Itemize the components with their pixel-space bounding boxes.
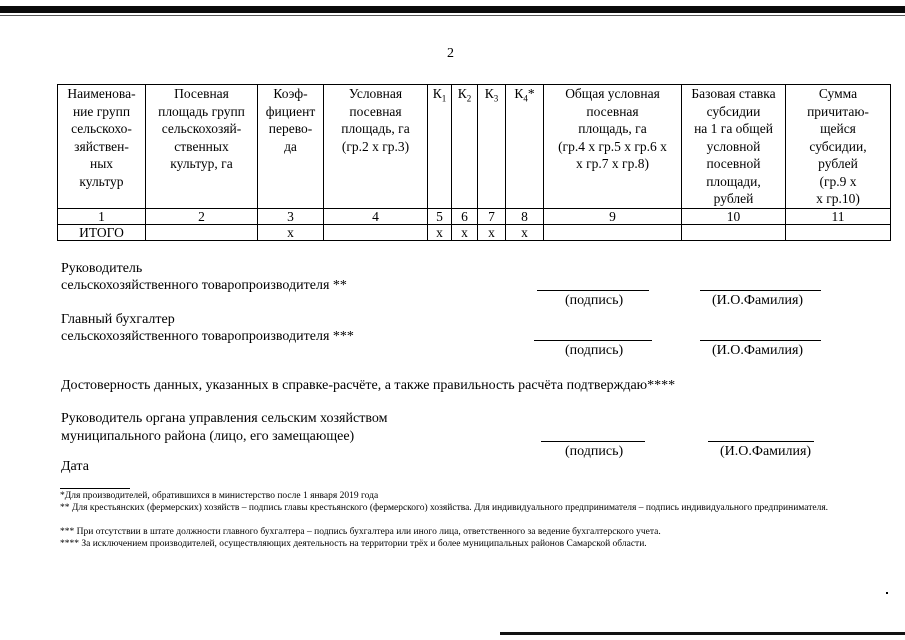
column-number: 8 — [506, 208, 544, 224]
total-cell: х — [258, 224, 324, 240]
header-k3: $К_3$ — [478, 85, 506, 209]
date-label: Дата — [61, 459, 89, 474]
head-name-caption: (И.О.Фамилия) — [712, 293, 804, 308]
header-crop-groups: Наименова- ние групп сельскохо- зяйствен- ных культур — [58, 85, 146, 209]
header-k2: $К_2$ — [452, 85, 478, 209]
footnote-4: **** За исключением производителей, осуществляющих деятельность на территории трёх и более муниципальных районов Самарской области. — [60, 539, 647, 549]
authority-title-line2: муниципального района (лицо, его замещающее) — [61, 429, 355, 444]
top-border-line — [0, 15, 905, 16]
head-signature-caption: (подпись) — [565, 293, 624, 308]
top-border-bar — [0, 6, 905, 13]
total-cell: х — [428, 224, 452, 240]
accountant-signature-line[interactable] — [534, 340, 652, 341]
total-cell — [544, 224, 682, 240]
subsidy-calculation-table — [57, 84, 891, 241]
total-cell: х — [452, 224, 478, 240]
column-number: 7 — [478, 208, 506, 224]
header-conversion-coefficient: Коэф- фициент перево- да — [258, 85, 324, 209]
confirmation-statement: Достоверность данных, указанных в справке-расчёте, а также правильность расчёта подтверждаю**** — [61, 378, 676, 393]
authority-title-line1: Руководитель органа управления сельским хозяйством — [61, 411, 388, 426]
column-number: 3 — [258, 208, 324, 224]
accountant-signature-caption: (подпись) — [565, 343, 624, 358]
column-number: 5 — [428, 208, 452, 224]
authority-name-line[interactable] — [708, 441, 814, 442]
header-total-conditional-area: Общая условная посевная площадь, га (гр.4 х гр.5 х гр.6 х х гр.7 х гр.8) — [544, 85, 682, 209]
total-label: ИТОГО — [58, 224, 146, 240]
header-k4: $К_4*$ — [506, 85, 544, 209]
bottom-border-line — [500, 632, 905, 635]
head-name-line[interactable] — [700, 290, 821, 291]
column-number: 10 — [682, 208, 786, 224]
footnote-3: *** При отсутствии в штате должности главного бухгалтера – подпись бухгалтера или иного лица, ответственного за ведение бухгалтерского учета. — [60, 527, 661, 537]
column-number: 9 — [544, 208, 682, 224]
authority-signature-caption: (подпись) — [565, 444, 624, 459]
head-title-line2: сельскохозяйственного товаропроизводителя ** — [61, 278, 347, 293]
scan-speck — [886, 592, 888, 594]
header-sown-area: Посевная площадь групп сельскохозяй- ственных культур, га — [146, 85, 258, 209]
footnote-1: *Для производителей, обратившихся в министерство после 1 января 2019 года — [60, 491, 379, 501]
header-k1: $К_1$ — [428, 85, 452, 209]
column-number-row — [58, 208, 891, 224]
accountant-title-line2: сельскохозяйственного товаропроизводителя *** — [61, 329, 354, 344]
header-base-rate: Базовая ставка субсидии на 1 га общей условной посевной площади, рублей — [682, 85, 786, 209]
accountant-name-caption: (И.О.Фамилия) — [712, 343, 804, 358]
authority-name-caption: (И.О.Фамилия) — [720, 444, 812, 459]
total-cell — [682, 224, 786, 240]
column-number: 11 — [786, 208, 891, 224]
column-number: 6 — [452, 208, 478, 224]
column-number: 2 — [146, 208, 258, 224]
column-number: 4 — [324, 208, 428, 224]
total-cell: х — [478, 224, 506, 240]
footnote-separator — [60, 488, 130, 489]
head-signature-line[interactable] — [537, 290, 649, 291]
head-title-line1: Руководитель — [61, 261, 143, 276]
total-cell — [324, 224, 428, 240]
page-number: 2 — [447, 46, 454, 61]
total-cell — [786, 224, 891, 240]
total-cell — [146, 224, 258, 240]
header-conditional-area: Условная посевная площадь, га (гр.2 х гр.3) — [324, 85, 428, 209]
table-header-row — [58, 85, 891, 209]
header-subsidy-amount: Сумма причитаю- щейся субсидии, рублей (гр.9 х х гр.10) — [786, 85, 891, 209]
footnote-2: ** Для крестьянских (фермерских) хозяйств – подпись главы крестьянского (фермерского) хозяйства. Для индивидуального предпринимателя – подпись индивидуального предпринимателя. — [60, 503, 829, 513]
column-number: 1 — [58, 208, 146, 224]
total-row — [58, 224, 891, 240]
accountant-name-line[interactable] — [700, 340, 821, 341]
accountant-title-line1: Главный бухгалтер — [61, 312, 175, 327]
total-cell: х — [506, 224, 544, 240]
authority-signature-line[interactable] — [541, 441, 645, 442]
